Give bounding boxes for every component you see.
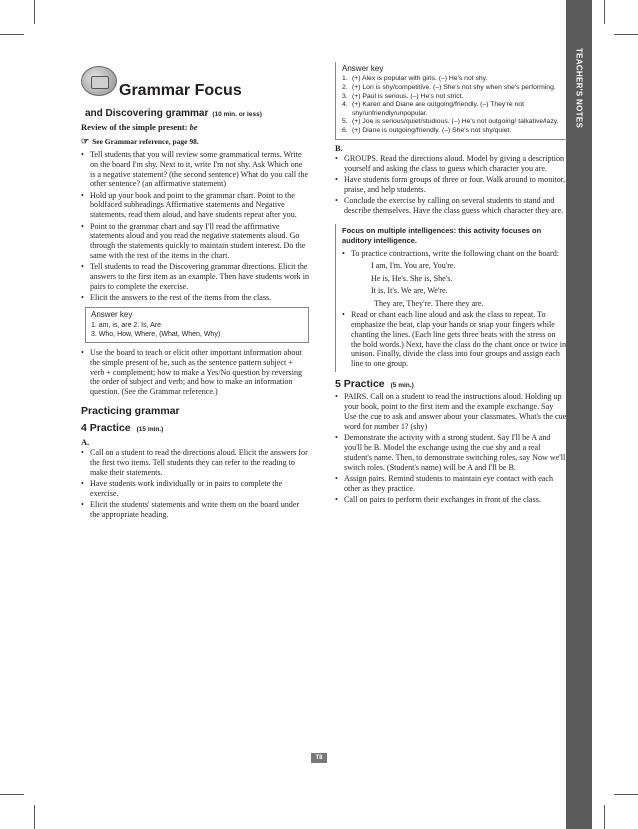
answer-key-box-right: [335, 62, 567, 140]
list-item: • Elicit the answers to the rest of the items from the class.: [81, 293, 309, 303]
reference-text: See Grammar reference, page 98.: [92, 137, 199, 146]
list-item: • Assign pairs. Remind students to maintain eye contact with each other as they practice.: [335, 474, 567, 494]
crop-mark: [34, 0, 35, 24]
item-number: 3.: [342, 92, 348, 100]
crop-mark: [0, 794, 24, 795]
list-item: • Conclude the exercise by calling on several students to stand and describe themselves. Have the class guess which character they are.: [335, 196, 567, 216]
list-item: • Call on a student to read the directions aloud. Elicit the answers for the first two items. Tell students they can refer to the reading to make their statements.: [81, 448, 309, 477]
item-text: (+) Paul is serious. (–) He's not strict.: [352, 92, 464, 100]
practice-time: (15 min.): [136, 425, 164, 433]
section-title: Grammar Focus: [119, 82, 242, 99]
list-item: • Read or chant each line aloud and ask the class to repeat. To emphasize the beat, clap your hands or snap your fingers while chanting the lines. (Each line gets three beats with the stress on the bold words.) Next, have the class do the chant once or twice in unison. Finally, divide the class into four groups and assign each line to one group.: [342, 310, 567, 369]
list-item: • Hold up your book and point to the grammar chart. Point to the boldfaced subheadings Affirmative statements and Negative statements, read them aloud, and have students repeat after you.: [81, 191, 309, 220]
crop-mark: [604, 805, 605, 829]
list-item: • Elicit the students' statements and write them on the board under the appropriate heading.: [81, 500, 309, 520]
part-b-bullets: [335, 154, 567, 216]
item-text: (+) Joe is serious/quiet/studious. (–) He's not outgoing/ talkative/lazy.: [352, 118, 559, 126]
answer-key-line: 3. Who, How, Where, (What, When, Why): [91, 330, 221, 338]
item-text: (+) Karen and Diane are outgoing/friendly. (–) They're not shy/unfriendly/unpopular.: [352, 101, 525, 117]
list-item: • Use the board to teach or elicit other important information about the simple present of be, such as the sentence pattern subject + verb + complement; how to make a Yes/No question by reversing the order of subject and verb; and how to make an information question. (See the Grammar reference.): [81, 348, 309, 397]
practice-4-heading: [81, 422, 309, 434]
right-column: [335, 62, 567, 506]
answer-key-item: [342, 118, 565, 126]
practice-time: (5 min.): [390, 382, 414, 390]
crop-mark: [604, 0, 605, 24]
practice-5-heading: [335, 378, 567, 390]
answer-key-title: Answer key: [91, 309, 133, 319]
extra-bullets: [81, 348, 309, 397]
practice-title: 4 Practice: [81, 421, 131, 434]
page-number: T8: [311, 753, 327, 763]
answer-key-title: Answer key: [342, 64, 384, 73]
intro-bullets: [81, 150, 309, 303]
list-item: • Point to the grammar chart and say I'll read the affirmative statements aloud and you read the negative statements aloud. Go through the statements quickly to maintain student interest. Do the same with the rest of the items in the chart.: [81, 222, 309, 261]
section-header: [81, 62, 309, 108]
crop-mark: [0, 34, 24, 35]
crop-mark: [614, 34, 638, 35]
crop-mark: [34, 805, 35, 829]
mi-title: Focus on multiple intelligences: this activity focuses on auditory intelligence.: [342, 225, 542, 245]
list-item: • Have students work individually or in pairs to complete the exercise.: [81, 479, 309, 499]
item-number: 6.: [342, 127, 348, 135]
answer-key-line: 1. am, is, are 2. Is, Are: [91, 321, 162, 329]
answer-key-item: [342, 84, 565, 92]
section-subtitle: [85, 108, 309, 119]
item-text: (+) Lori is shy/competitive. (–) She's not shy when she's performing.: [352, 83, 556, 91]
crop-mark: [614, 794, 638, 795]
pointing-hand-icon: ☞: [81, 136, 90, 146]
review-heading: [81, 122, 309, 132]
chant-line: It is, It's. We are, We're.: [371, 286, 448, 296]
list-item: • To practice contractions, write the following chant on the board:: [342, 249, 567, 259]
item-number: 2.: [342, 83, 348, 91]
item-text: (+) Alex is popular with girls. (–) He's not shy.: [352, 75, 488, 82]
grammar-reference: [81, 136, 309, 147]
practice-4-bullets: [81, 448, 309, 520]
list-item: • Have students form groups of three or four. Walk around to monitor, praise, and help students.: [335, 175, 567, 195]
part-b-label: B.: [335, 143, 343, 154]
chant-line: I am, I'm. You are, You're.: [371, 261, 456, 271]
list-item: • Demonstrate the activity with a strong student. Say I'll be A and you'll be B. Model the exchange using the cue shy and a real student's name. Then, to demonstrate switching roles, say Now we'll switch roles. (Student's name) will be A and I'll be B.: [335, 433, 567, 472]
answer-key-box: [85, 307, 309, 343]
part-a-label: A.: [81, 436, 90, 447]
list-item: • Tell students that you will review some grammatical terms. Write on the board I'm shy. Next to it, write I'm not shy. Ask Which one is a negative statement? (the second sentence) What do you call the other sentence? (an affirmative statement): [81, 150, 309, 189]
item-number: 1.: [342, 75, 348, 82]
mi-bullets: [342, 249, 567, 259]
subtitle-time: (10 min. or less): [212, 111, 262, 118]
item-number: 4.: [342, 101, 348, 109]
practicing-grammar-heading: Practicing grammar: [81, 404, 180, 417]
grammar-focus-icon: [81, 66, 117, 96]
answer-key-item: [342, 127, 565, 135]
tab-label: TEACHER'S NOTES: [574, 47, 584, 129]
list-item: • Call on pairs to perform their exchanges in front of the class.: [335, 495, 567, 505]
practice-5-bullets: [335, 392, 567, 504]
item-text: (+) Diane is outgoing/friendly. (–) She's not shy/quiet.: [352, 127, 512, 135]
subtitle-text: and Discovering grammar: [85, 108, 209, 119]
answer-key-item: [342, 93, 565, 101]
item-number: 5.: [342, 118, 348, 126]
mi-bullets-2: [342, 310, 567, 369]
list-item: • Tell students to read the Discovering grammar directions. Elicit the answers to the first item as an example. Then have students work in pairs to complete the exercise.: [81, 262, 309, 291]
review-word: be: [189, 122, 198, 132]
answer-key-item: [342, 101, 565, 118]
list-item: • GROUPS. Read the directions aloud. Model by giving a description yourself and asking the class to guess which character you are.: [335, 154, 567, 174]
left-column: [81, 62, 309, 521]
chant-line: He is, He's. She is, She's.: [371, 273, 453, 283]
list-item: • PAIRS. Call on a student to read the instructions aloud. Holding up your book, point to the first item and the example exchange. Say Use the cue to ask and answer about your classmates. What's the cue word for number 1? (shy): [335, 392, 567, 431]
review-label: Review of the simple present:: [81, 122, 188, 132]
multiple-intelligences-box: [335, 224, 567, 373]
practice-title: 5 Practice: [335, 378, 385, 391]
chant-line: They are, They're. There they are.: [374, 298, 484, 308]
answer-key-item: [342, 75, 565, 83]
